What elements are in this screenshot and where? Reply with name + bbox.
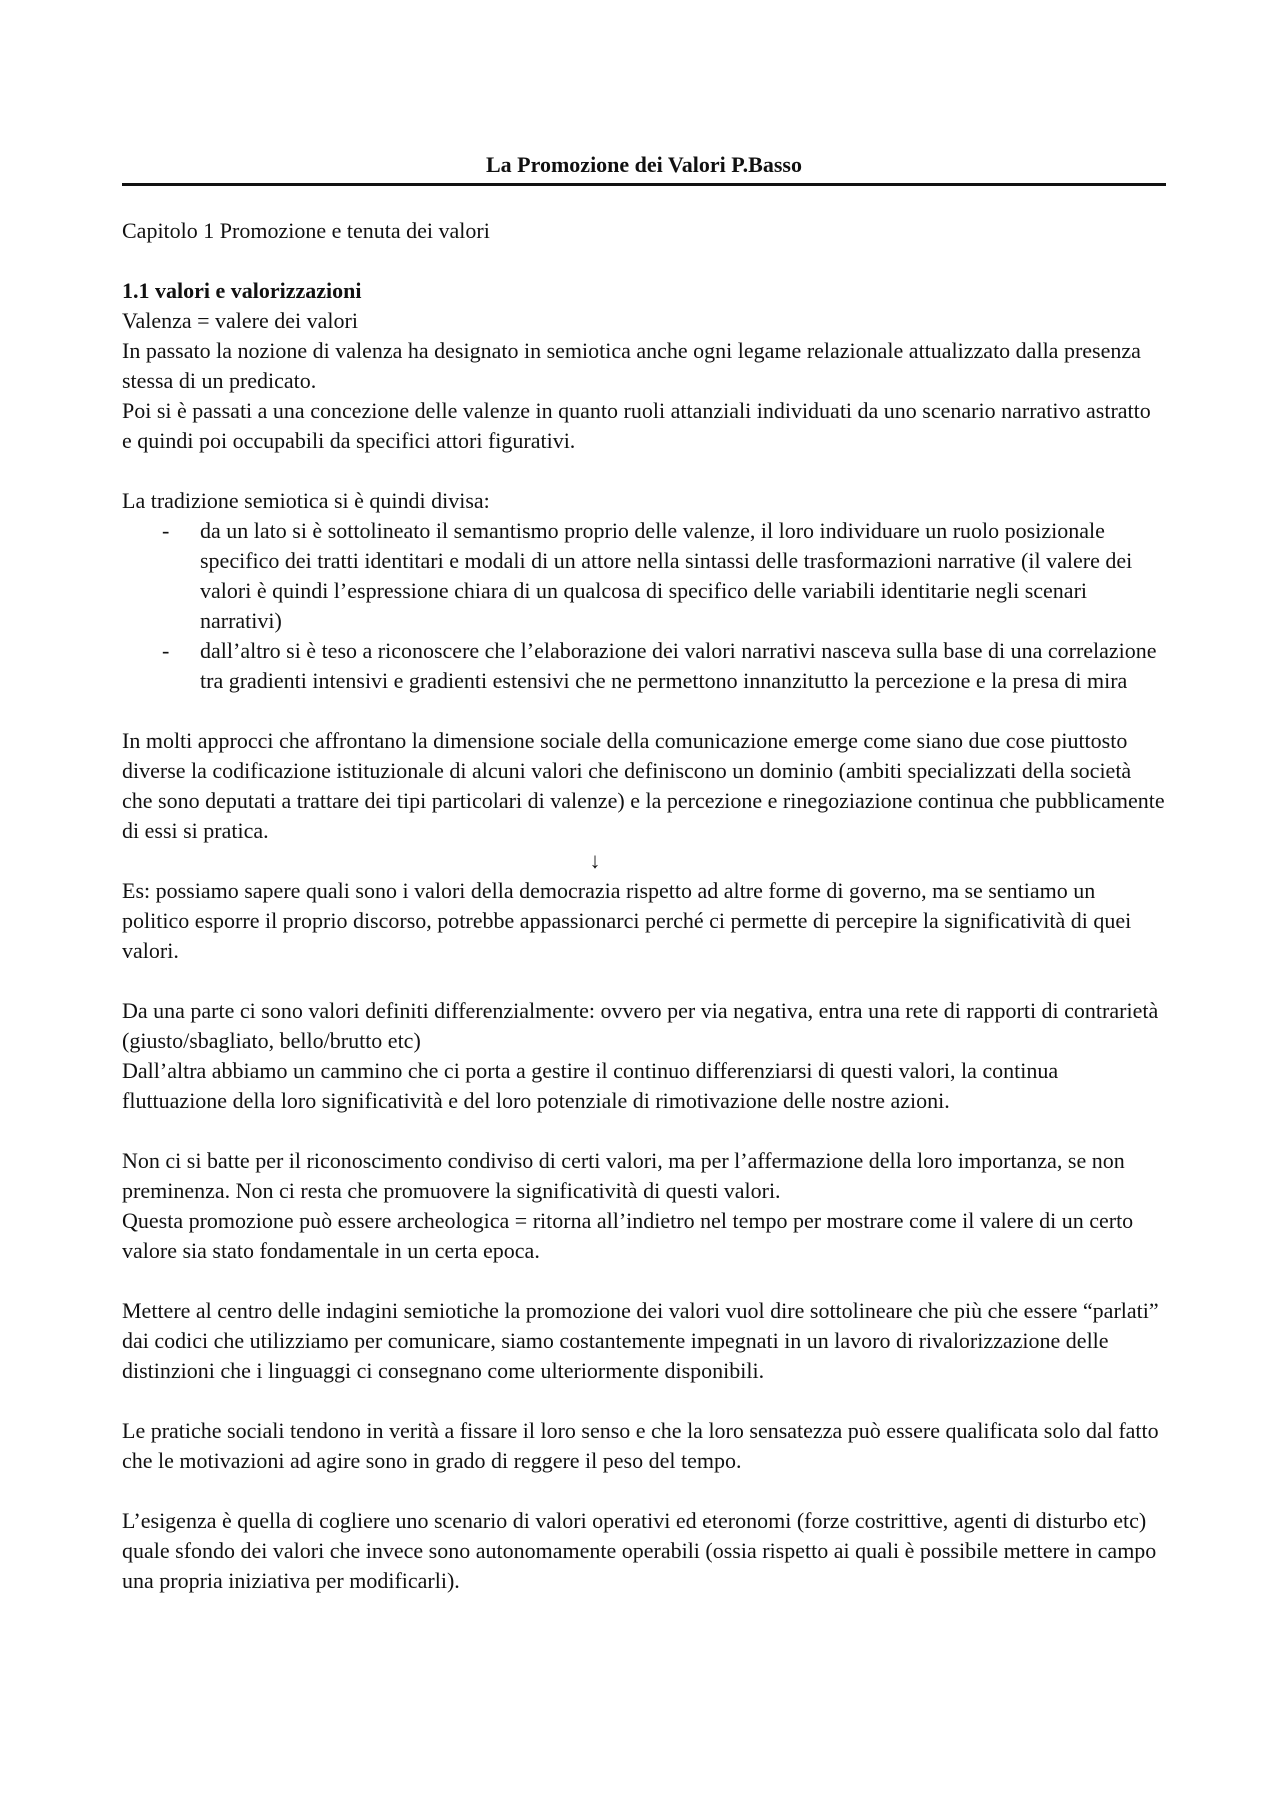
paragraph-esempio: Es: possiamo sapere quali sono i valori della democrazia rispetto ad altre forme di governo, ma se sentiamo un politico esporre il proprio discorso, potrebbe appassionarci perché ci permette di percepire la significatività di quei valori. [122, 878, 1132, 963]
paragraph-esigenza: L’esigenza è quella di cogliere uno scenario di valori operativi ed eteronomi (forze costrittive, agenti di disturbo etc) quale sfondo dei valori che invece sono autonomamente operabili (ossia rispetto ai quali è possibile mettere in campo una propria iniziativa per modificarli). [122, 1508, 1157, 1593]
paragraph-dall-altra: Dall’altra abbiamo un cammino che ci porta a gestire il continuo differenziarsi di questi valori, la continua fluttuazione della loro significatività e del loro potenziale di rimotivazione delle nostre azioni. [122, 1058, 1059, 1113]
list-item [122, 516, 1166, 636]
paragraph-mettere: Mettere al centro delle indagini semiotiche la promozione dei valori vuol dire sottolineare che più che essere “parlati” dai codici che utilizziamo per comunicare, siamo costantemente impegnati in un lavoro di rivalorizzazione delle distinzioni che i linguaggi ci consegnano come ulteriormente disponibili. [122, 1298, 1159, 1383]
paragraph-promozione: Questa promozione può essere archeologica = ritorna all’indietro nel tempo per mostrare come il valere di un certo valore sia stato fondamentale in un certa epoca. [122, 1208, 1134, 1263]
paragraph-valenza: Valenza = valere dei valori [122, 308, 358, 333]
dash-list [122, 516, 1166, 696]
list-item-text: dall’altro si è teso a riconoscere che l’elaborazione dei valori narrativi nasceva sulla base di una correlazione tra gradienti intensivi e gradienti estensivi che ne permettono innanzitutto la percezione e la presa di mira [200, 638, 1157, 693]
down-arrow-icon: ↓ [589, 848, 601, 873]
list-marker: - [162, 518, 170, 543]
list-marker: - [162, 638, 170, 663]
paragraph-non-ci-si-batte: Non ci si batte per il riconoscimento condiviso di certi valori, ma per l’affermazione della loro importanza, se non preminenza. Non ci resta che promuovere la significatività di questi valori. [122, 1148, 1125, 1203]
paragraph-tradizione: La tradizione semiotica si è quindi divisa: [122, 488, 490, 513]
paragraph-da-una-parte: Da una parte ci sono valori definiti differenzialmente: ovvero per via negativa, entra una rete di rapporti di contrarietà (giusto/sbagliato, bello/brutto etc) [122, 998, 1159, 1053]
chapter-heading: Capitolo 1 Promozione e tenuta dei valori [122, 218, 490, 243]
paragraph-pratiche: Le pratiche sociali tendono in verità a fissare il loro senso e che la loro sensatezza può essere qualificata solo dal fatto che le motivazioni ad agire sono in grado di reggere il peso del tempo. [122, 1418, 1159, 1473]
document-title: La Promozione dei Valori P.Basso [122, 150, 1166, 186]
document-page [122, 150, 1166, 1596]
list-item-text: da un lato si è sottolineato il semantismo proprio delle valenze, il loro individuare un ruolo posizionale specifico dei tratti identitari e modali di un attore nella sintassi delle trasformazioni narrative (il valere dei valori è quindi l’espressione chiara di un qualcosa di specifico delle variabili identitarie negli scenari narrativi) [200, 518, 1133, 633]
paragraph-poi: Poi si è passati a una concezione delle valenze in quanto ruoli attanziali individuati da uno scenario narrativo astratto e quindi poi occupabili da specifici attori figurativi. [122, 398, 1151, 453]
list-item [122, 636, 1166, 696]
section-heading: 1.1 valori e valorizzazioni [122, 278, 362, 303]
paragraph-passato: In passato la nozione di valenza ha designato in semiotica anche ogni legame relazionale attualizzato dalla presenza stessa di un predicato. [122, 338, 1141, 393]
paragraph-molti: In molti approcci che affrontano la dimensione sociale della comunicazione emerge come siano due cose piuttosto diverse la codificazione istituzionale di alcuni valori che definiscono un dominio (ambiti specializzati della società che sono deputati a trattare dei tipi particolari di valenze) e la percezione e rinegoziazione continua che pubblicamente di essi si pratica. [122, 728, 1165, 843]
